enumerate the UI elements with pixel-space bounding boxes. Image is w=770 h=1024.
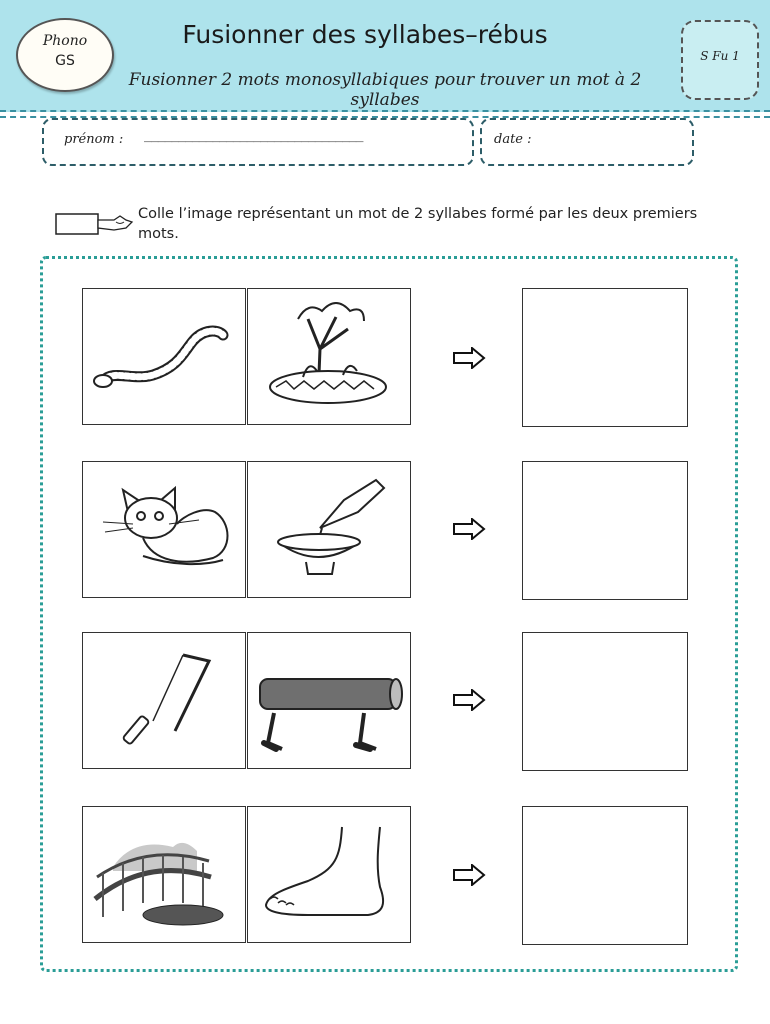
prenom-label: prénom : xyxy=(64,132,124,147)
instruction-text: Colle l’image représentant un mot de 2 syllabes formé par les deux premiers mots. xyxy=(138,206,698,242)
date-field[interactable] xyxy=(480,118,694,166)
log-image xyxy=(247,632,411,769)
answer-box[interactable] xyxy=(522,288,688,427)
glue-stick-icon xyxy=(54,210,134,238)
badge-level: GS xyxy=(55,53,75,69)
right-arrow-icon xyxy=(452,864,486,886)
right-arrow-icon xyxy=(452,518,486,540)
answer-box[interactable] xyxy=(522,461,688,600)
page-title: Fusionner des syllabes–rébus xyxy=(182,20,548,49)
sheet-code: S Fu 1 xyxy=(681,20,759,100)
right-arrow-icon xyxy=(452,347,486,369)
nest-image xyxy=(247,288,411,425)
date-label: date : xyxy=(494,132,532,147)
worm-image xyxy=(82,288,246,425)
page-subtitle: Fusionner 2 mots monosyllabiques pour trouver un mot à 2 syllabes xyxy=(128,70,642,110)
header-divider xyxy=(0,110,770,112)
answer-box[interactable] xyxy=(522,806,688,945)
cat-image xyxy=(82,461,246,598)
hacksaw-image xyxy=(82,632,246,769)
right-arrow-icon xyxy=(452,689,486,711)
prenom-line: ________________________________ xyxy=(144,128,363,143)
foot-image xyxy=(247,806,411,943)
badge-subject: Phono xyxy=(42,33,88,49)
bottle-bowl-image xyxy=(247,461,411,598)
bridge-image xyxy=(82,806,246,943)
prenom-field[interactable] xyxy=(42,118,474,166)
answer-box[interactable] xyxy=(522,632,688,771)
